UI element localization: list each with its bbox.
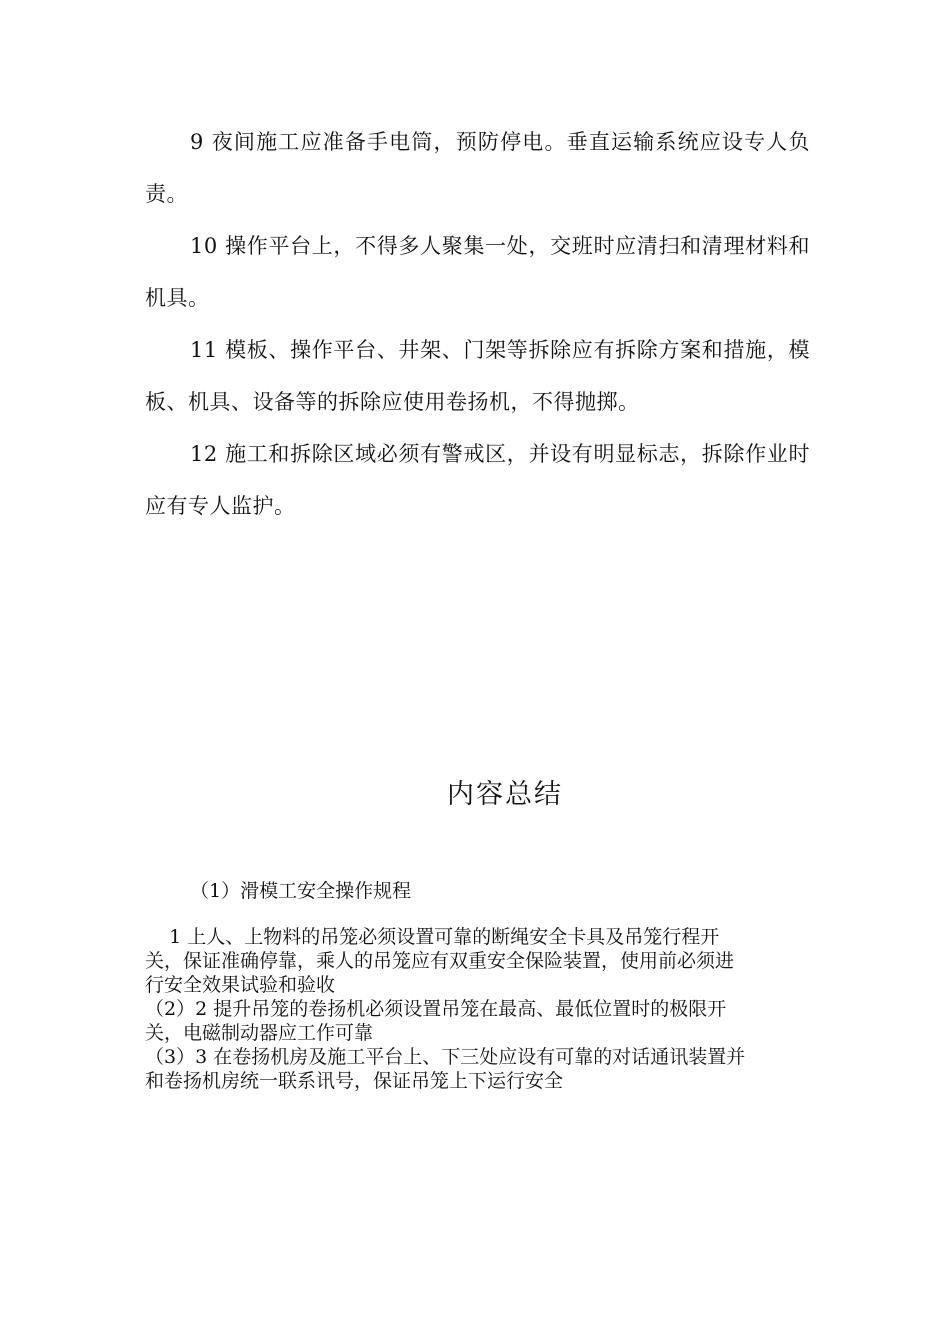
rule-paragraph-10: 10 操作平台上，不得多人聚集一处，交班时应清扫和清理材料和机具。 (145, 234, 810, 310)
summary-line: 行安全效果试验和验收 (145, 974, 336, 996)
summary-line: （2）2 提升吊笼的卷扬机必须设置吊笼在最高、最低位置时的极限开 (145, 998, 727, 1020)
summary-line: 关，保证准确停靠，乘人的吊笼应有双重安全保险装置，使用前必须进 (145, 950, 735, 972)
rule-paragraph-11: 11 模板、操作平台、井架、门架等拆除应有拆除方案和措施，模板、机具、设备等的拆除应使用卷扬机，不得抛掷。 (145, 338, 810, 414)
safety-rules-section (145, 116, 810, 532)
summary-line: 关，电磁制动器应工作可靠 (145, 1022, 374, 1044)
summary-line: 和卷扬机房统一联系讯号，保证吊笼上下运行安全 (145, 1070, 564, 1092)
summary-line: （3）3 在卷扬机房及施工平台上、下三处应设有可靠的对话通讯装置并 (145, 1046, 746, 1068)
summary-body (145, 925, 805, 1093)
summary-title: 内容总结 (447, 779, 563, 810)
summary-subtitle: （1）滑模工安全操作规程 (190, 880, 412, 902)
rule-paragraph-9: 9 夜间施工应准备手电筒，预防停电。垂直运输系统应设专人负责。 (145, 130, 810, 206)
rule-paragraph-12: 12 施工和拆除区域必须有警戒区，并设有明显标志，拆除作业时应有专人监护。 (145, 442, 810, 518)
summary-line: 1 上人、上物料的吊笼必须设置可靠的断绳安全卡具及吊笼行程开 (145, 926, 720, 948)
